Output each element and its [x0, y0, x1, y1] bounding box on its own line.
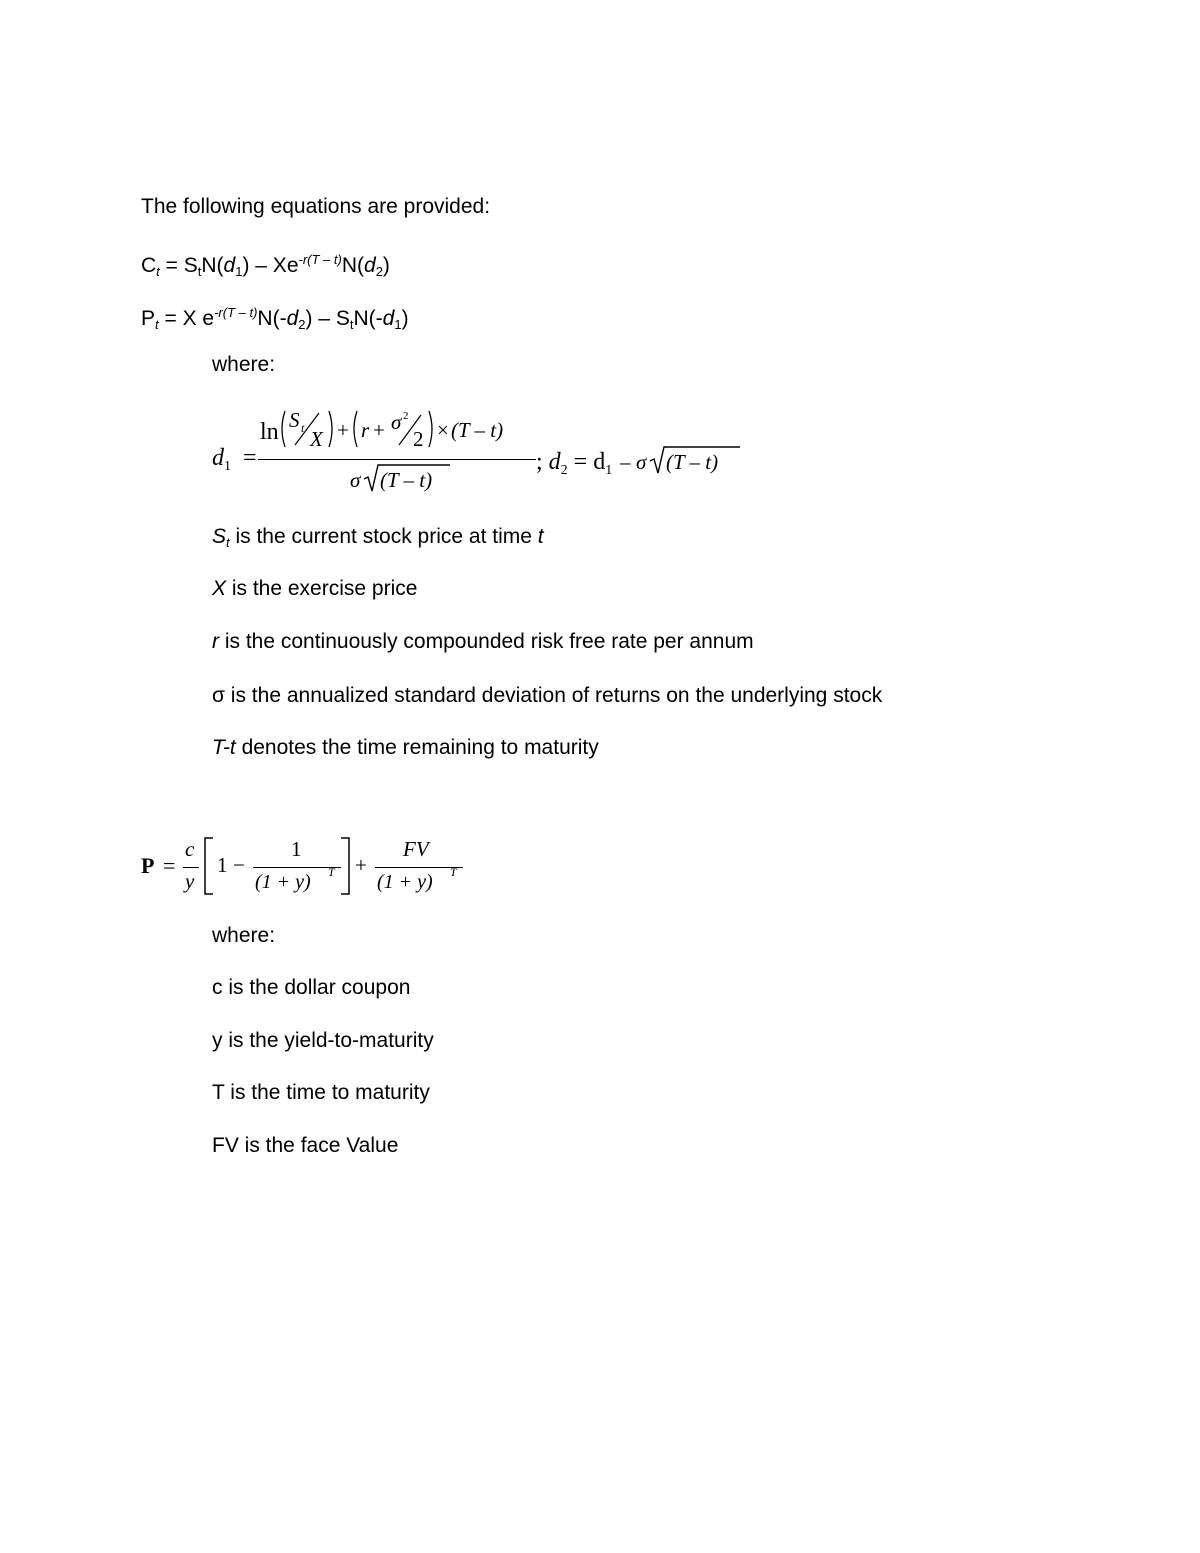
d2-label-sub: 2: [560, 463, 568, 478]
call-d2-sub: 2: [375, 264, 383, 279]
call-part4: ): [382, 254, 390, 277]
def-st-text: is the current stock price at time: [229, 525, 538, 548]
call-part1: N(: [201, 254, 224, 277]
bond-lhs: P: [141, 853, 155, 878]
semicolon: ;: [536, 449, 543, 475]
d1-numerator: [260, 409, 527, 449]
put-part2: ) – S: [305, 307, 350, 330]
d2-formula: [536, 445, 748, 479]
bond-den-exp-1: T: [328, 865, 335, 879]
call-lhs-sub: t: [156, 264, 160, 279]
d1-label: d: [212, 445, 224, 471]
st-symbol: S: [288, 409, 300, 432]
d1-label-group: [212, 445, 257, 475]
d1-equals: =: [243, 445, 257, 471]
put-part1: N(-: [257, 307, 287, 330]
put-d2: d: [286, 307, 299, 330]
times-symbol: ×: [436, 418, 449, 442]
put-s-sub: t: [349, 317, 354, 332]
d2-rhs-sub: 1: [605, 463, 613, 478]
ln-text: ln: [260, 419, 279, 445]
def-face-value: FV is the face Value: [212, 1134, 399, 1157]
c-over-y-bar: [183, 867, 199, 868]
put-part3: N(-: [353, 307, 383, 330]
bond-one: 1: [217, 853, 228, 877]
def-t-minus-t: [212, 735, 599, 761]
plus-1: +: [336, 418, 349, 442]
def-coupon: c is the dollar coupon: [212, 976, 411, 999]
sigma-symbol: σ: [390, 410, 402, 434]
def-r-sym: r: [212, 630, 219, 653]
where-label-1: where:: [212, 353, 276, 376]
call-formula: [141, 247, 390, 285]
d1-numerator-rest: [337, 409, 527, 449]
minus-d2: –: [620, 450, 631, 474]
d1-fraction-bar: [258, 459, 536, 460]
call-eq: = S: [159, 254, 198, 277]
put-eq: = X e: [158, 307, 215, 330]
bond-den-exp-2: T: [450, 865, 457, 879]
def-r-text: is the continuously compounded risk free rate per annum: [219, 630, 754, 653]
def-r: [212, 629, 754, 655]
two-denom: 2: [412, 427, 424, 449]
where-label-2: where:: [212, 924, 276, 947]
right-bracket-icon: [339, 837, 351, 895]
sigma-exp: 2: [402, 410, 409, 422]
def-sigma-text: is the annualized standard deviation of returns on the underlying stock: [224, 684, 883, 707]
t-minus-t-2: (T – t): [380, 468, 433, 492]
d2-label: d: [548, 449, 561, 475]
bond-y: y: [185, 869, 195, 893]
put-lhs-sub: t: [155, 317, 159, 332]
put-part4: ): [401, 307, 409, 330]
def-tt-text: denotes the time remaining to maturity: [235, 736, 599, 759]
def-x-sym: X: [212, 577, 227, 600]
st-sub: t: [300, 421, 305, 435]
d2-rhs: = d: [573, 449, 606, 475]
left-bracket-icon: [203, 837, 215, 895]
r-symbol: r: [360, 418, 369, 442]
call-d1: d: [223, 254, 236, 277]
call-d1-sub: 1: [235, 264, 243, 279]
call-lhs: C: [141, 254, 157, 277]
put-lhs: P: [141, 307, 156, 330]
bond-eq: =: [163, 853, 176, 878]
def-st-sym-sub: t: [226, 535, 230, 550]
put-formula: [141, 300, 409, 338]
def-x: [212, 576, 417, 602]
bond-minus: −: [233, 853, 245, 877]
put-d2-sub: 2: [298, 317, 306, 332]
def-st: [212, 524, 544, 556]
call-exp: -r(T – t): [298, 252, 342, 267]
t-minus-t-3: (T – t): [666, 450, 719, 474]
bond-fv: FV: [403, 837, 429, 861]
put-d1-sub: 1: [394, 317, 402, 332]
def-st-tail: t: [537, 525, 544, 548]
bond-plus: +: [355, 853, 367, 877]
bond-c: c: [185, 837, 195, 861]
plus-2: +: [372, 418, 385, 442]
def-x-text: is the exercise price: [226, 577, 418, 600]
st-over-x-fraction: [279, 409, 337, 449]
def-time: T is the time to maturity: [212, 1081, 430, 1104]
call-part3: N(: [341, 254, 364, 277]
def-tt-sym: T-t: [212, 736, 236, 759]
d-formula: [212, 395, 752, 500]
d1-denominator: [350, 463, 450, 502]
d1-label-sub: 1: [224, 459, 231, 474]
d2-sigma-sqrt: [618, 445, 748, 477]
sigma-sqrt-denominator: [350, 463, 450, 495]
call-part2: ) – Xe: [242, 254, 299, 277]
def-yield: y is the yield-to-maturity: [212, 1029, 434, 1052]
sigma-d2: σ: [636, 450, 647, 474]
def-sigma: [212, 683, 882, 709]
put-exp: -r(T – t): [214, 305, 258, 320]
def-st-sym: S: [212, 525, 227, 548]
call-s-sub: t: [197, 264, 202, 279]
bond-price-formula: [141, 833, 481, 903]
x-symbol: X: [309, 427, 323, 449]
sigma-denom: σ: [350, 468, 361, 492]
t-minus-t-1: (T – t): [450, 418, 503, 442]
put-d1: d: [382, 307, 395, 330]
bond-den-2: (1 + y): [377, 871, 433, 893]
call-d2: d: [364, 254, 376, 277]
def-sigma-sym: σ: [212, 684, 225, 707]
intro-text: The following equations are provided:: [141, 195, 491, 218]
bond-num1: 1: [291, 837, 302, 861]
bond-den-1: (1 + y): [255, 871, 311, 893]
